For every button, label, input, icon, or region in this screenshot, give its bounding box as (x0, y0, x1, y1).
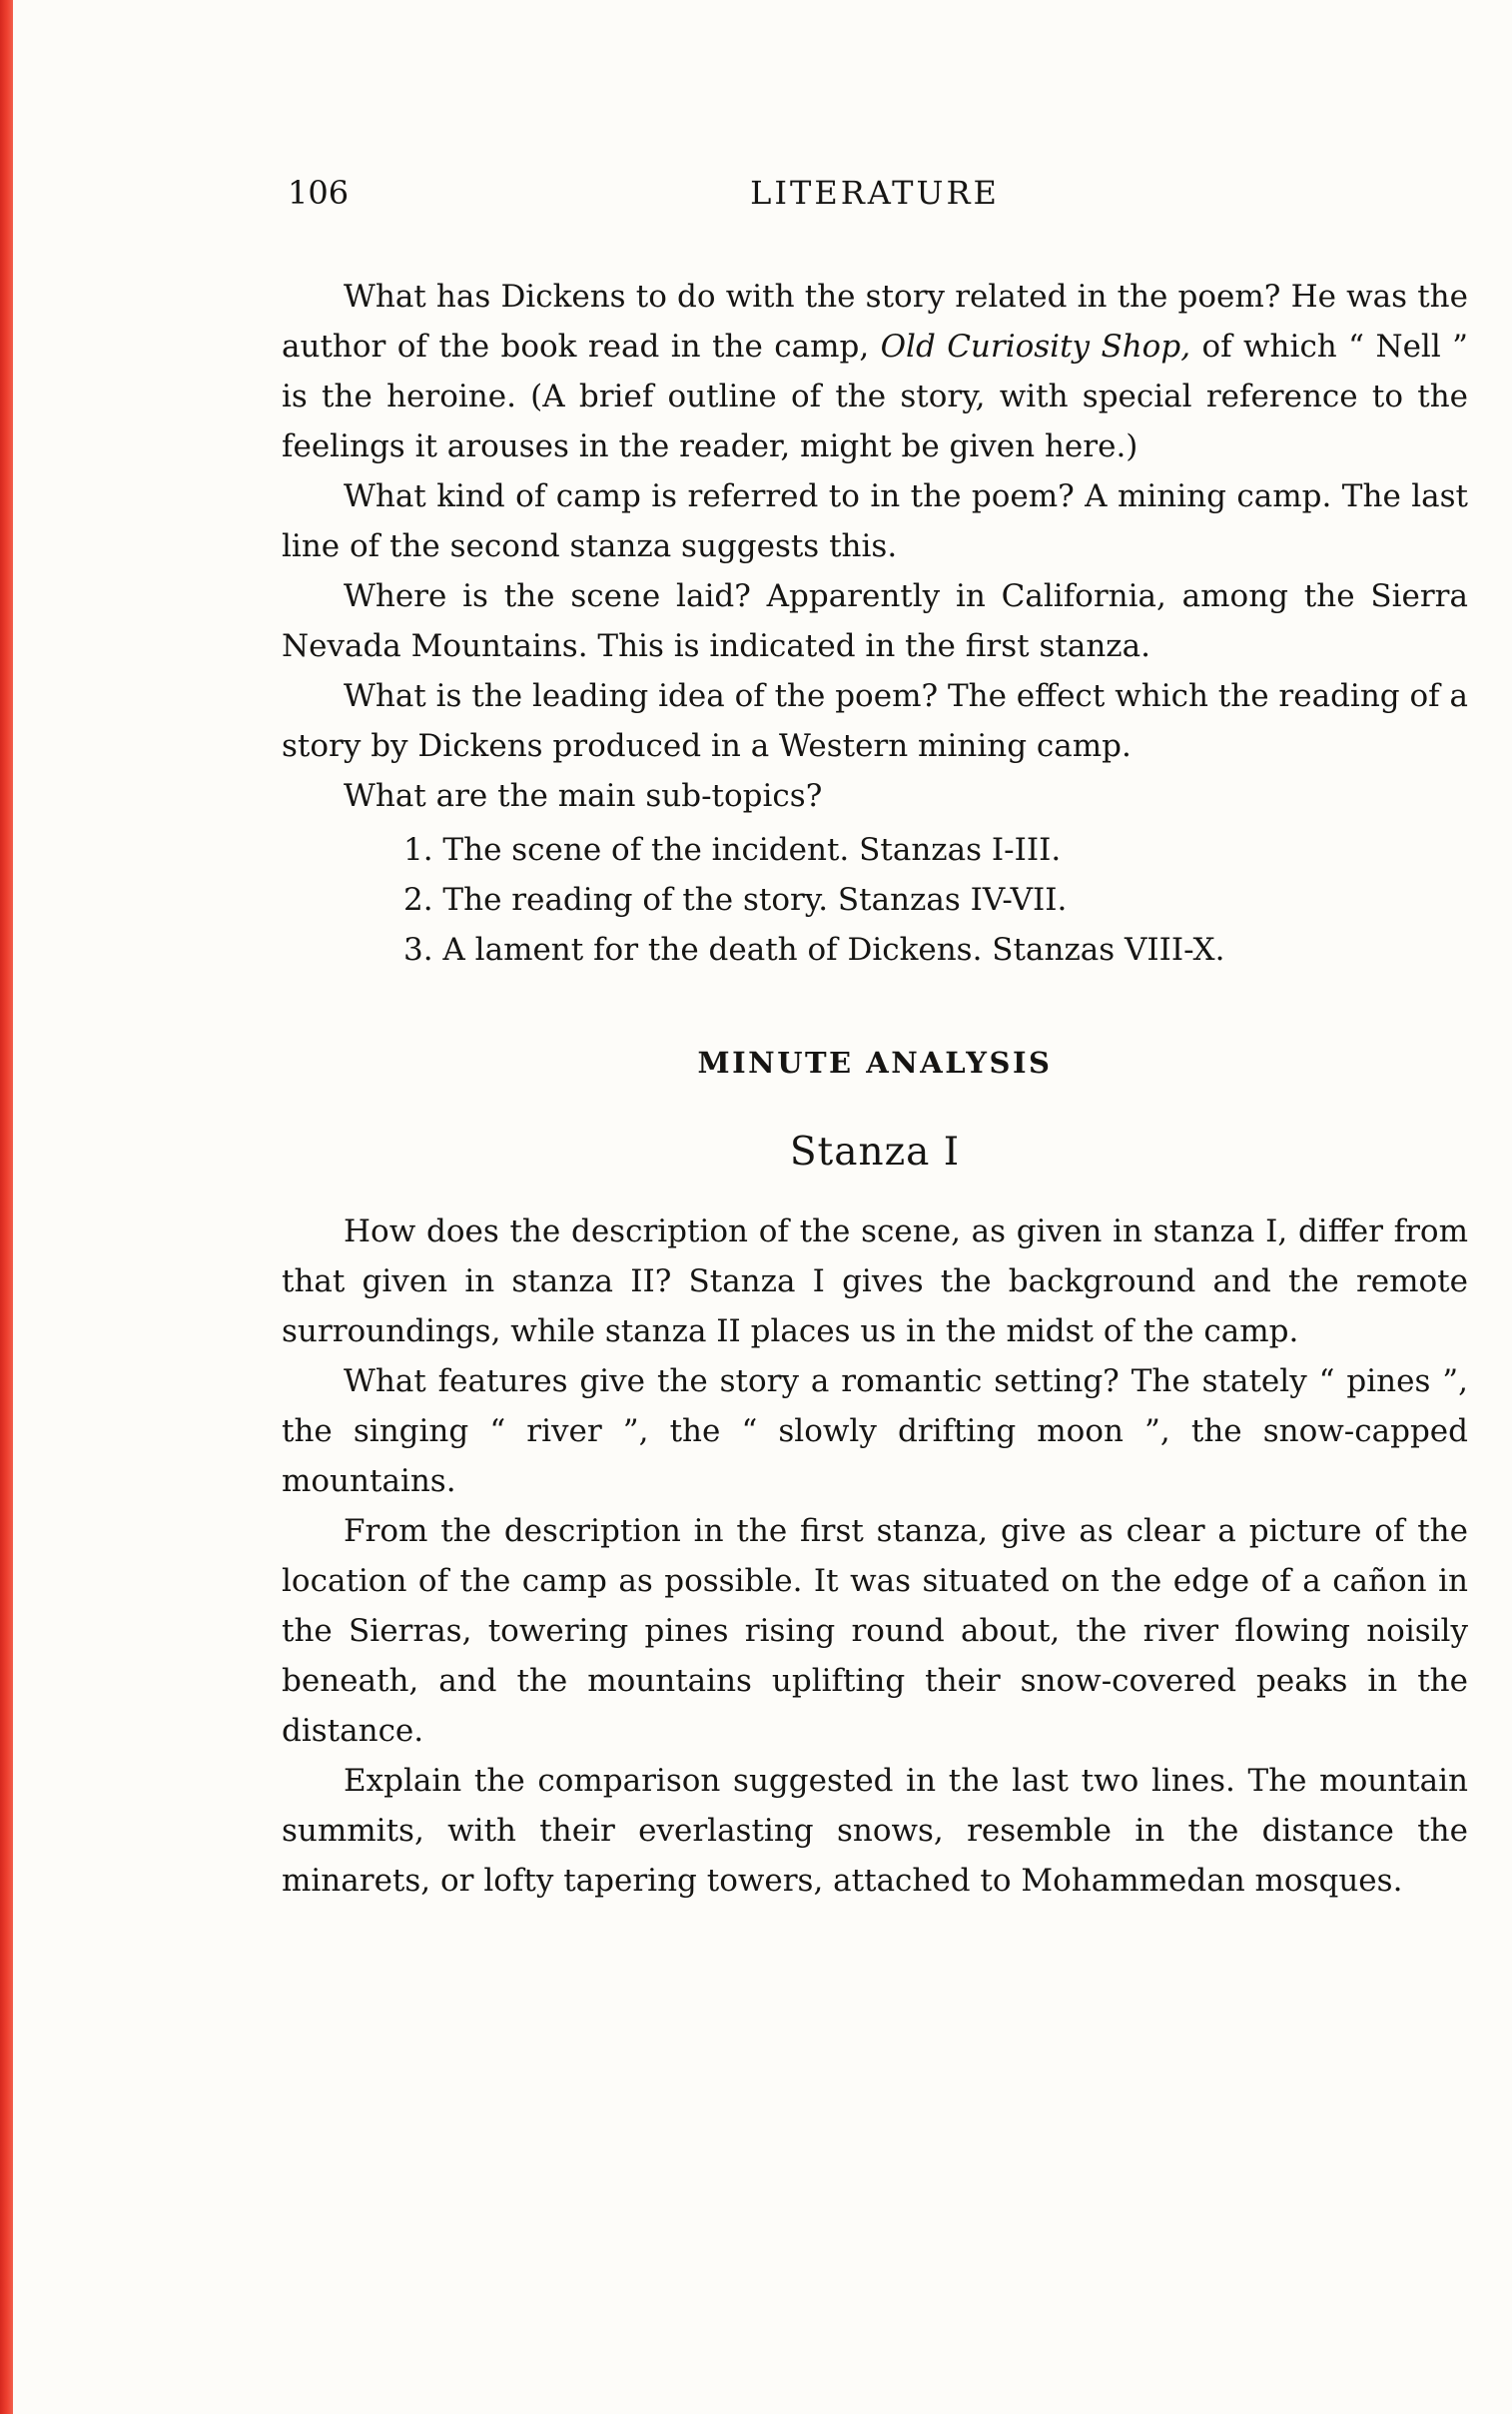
list-item: 3. A lament for the death of Dickens. Stanzas VIII-X. (403, 932, 1225, 968)
section-heading: MINUTE ANALYSIS (697, 1046, 1053, 1080)
paragraph: What is the leading idea of the poem? The effect which the reading of a story by Dickens produced in a Western mining camp. (282, 678, 1468, 764)
page-content (282, 168, 1468, 1906)
paragraph (282, 272, 1468, 471)
paragraph: What are the main sub-topics? (344, 778, 823, 814)
running-header-title: LITERATURE (750, 174, 1000, 212)
paragraph: Explain the comparison suggested in the last two lines. The mountain summits, with their everlasting snows, resemble in the distance the minarets, or lofty tapering towers, attached to Mohammedan mosques. (282, 1763, 1468, 1899)
book-title-italic: Old Curiosity Shop, (880, 329, 1191, 365)
paragraph: Where is the scene laid? Apparently in California, among the Sierra Nevada Mountains. This is indicated in the first stanza. (282, 578, 1468, 664)
paragraph: What kind of camp is referred to in the poem? A mining camp. The last line of the second stanza suggests this. (282, 478, 1468, 564)
list-item: 2. The reading of the story. Stanzas IV-VII. (403, 882, 1068, 918)
running-header (282, 168, 1468, 218)
paragraph: How does the description of the scene, as given in stanza I, differ from that given in stanza II? Stanza I gives the background and the remote surroundings, while stanza II places us in the midst of the camp. (282, 1213, 1468, 1349)
list-item: 1. The scene of the incident. Stanzas I-III. (403, 832, 1062, 868)
paragraph-text: of which “ Nell ” is the heroine. (A brief outline of the story, with special reference to the feelings it arouses in the reader, might be given here.) (282, 329, 1469, 464)
paragraph-text: What has Dickens to do with the story related in the poem? He was the author of the book read in the camp, (282, 279, 1468, 365)
stanza-heading: Stanza I (789, 1130, 961, 1175)
page-number: 106 (288, 174, 350, 212)
subtopic-list (282, 825, 1468, 975)
red-scan-edge (0, 0, 13, 2414)
paragraph: From the description in the first stanza, give as clear a picture of the location of the camp as possible. It was situated on the edge of a cañon in the Sierras, towering pines rising round about, the river flowing noisily beneath, and the mountains uplifting their snow-covered peaks in the distance. (282, 1513, 1468, 1749)
paragraph: What features give the story a romantic setting? The stately “ pines ”, the singing “ river ”, the “ slowly drifting moon ”, the snow-capped mountains. (282, 1363, 1468, 1499)
